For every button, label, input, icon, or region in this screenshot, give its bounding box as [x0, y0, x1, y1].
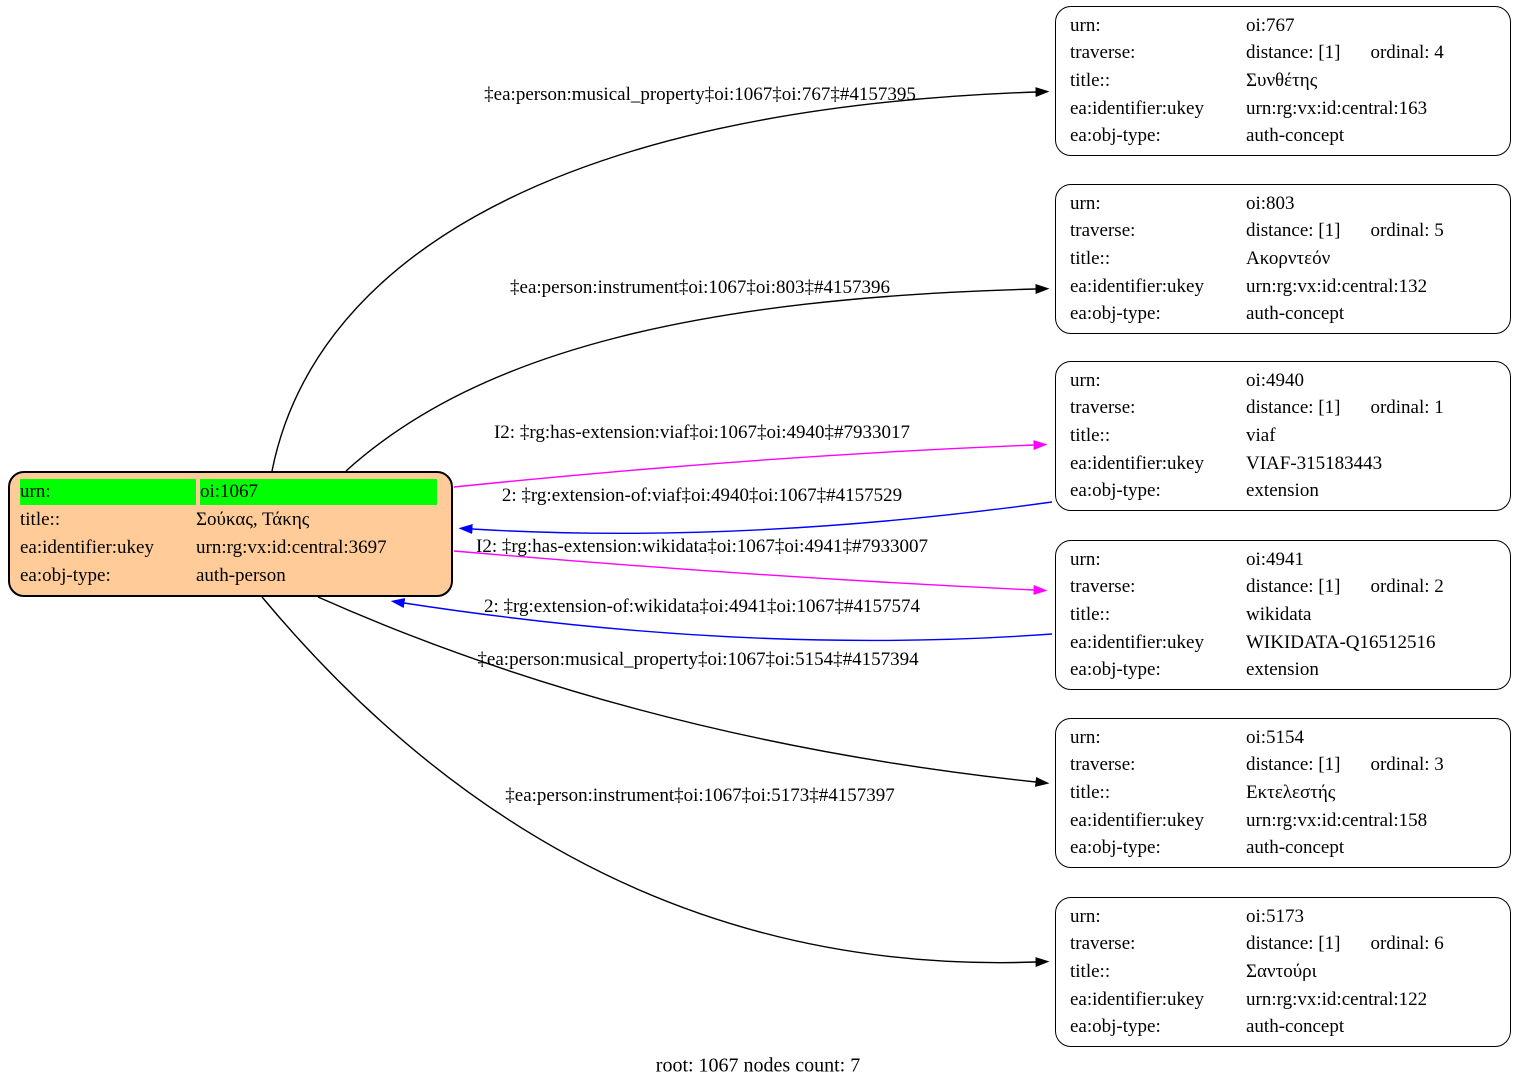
- edge-label-instrument-803: ‡ea:person:instrument‡oi:1067‡oi:803‡#4157396: [510, 277, 890, 298]
- field-value-title: Σαντούρι: [1246, 961, 1317, 982]
- field-key-ukey: ea:identifier:ukey: [1070, 452, 1204, 474]
- field-value-ordinal: ordinal: 5: [1370, 220, 1444, 242]
- field-value-title: wikidata: [1246, 604, 1312, 625]
- field-value-ukey: urn:rg:vx:id:central:158: [1246, 809, 1428, 831]
- node-oi-767[interactable]: [1055, 6, 1511, 156]
- node-oi-803[interactable]: [1055, 184, 1511, 334]
- node-row-urn: [1070, 190, 1496, 218]
- node-row-urn: [1070, 367, 1496, 395]
- node-row-ukey: [1070, 450, 1496, 478]
- field-value-distance: distance: [1]: [1246, 220, 1341, 242]
- node-row-objtype: [1070, 834, 1496, 862]
- field-value-urn: oi:767: [1246, 14, 1295, 36]
- field-value-title: Ακορντεόν: [1246, 248, 1331, 269]
- field-key-urn: urn:: [1070, 14, 1101, 36]
- edge-label-has-extension-wikidata: I2: ‡rg:has-extension:wikidata‡oi:1067‡oi:4941‡#7933007: [476, 536, 928, 557]
- field-key-title: title::: [1070, 248, 1111, 269]
- field-value-urn: oi:4940: [1246, 369, 1305, 391]
- node-row-objtype: [1070, 300, 1496, 328]
- node-oi-5173[interactable]: [1055, 897, 1511, 1047]
- node-row-ukey: [1070, 629, 1496, 657]
- edge-musical-property-5154: [318, 597, 1036, 782]
- field-value-urn: oi:5173: [1246, 905, 1305, 927]
- field-key-urn: urn:: [1070, 369, 1101, 391]
- field-key-urn: urn:: [20, 479, 196, 505]
- node-row-traverse: [1070, 931, 1496, 959]
- node-row-ukey: [1070, 986, 1496, 1014]
- field-value-ordinal: ordinal: 2: [1370, 576, 1444, 598]
- node-row-objtype: [1070, 122, 1496, 150]
- edge-label-instrument-5173: ‡ea:person:instrument‡oi:1067‡oi:5173‡#4157397: [505, 785, 895, 806]
- field-key-urn: urn:: [1070, 726, 1101, 748]
- field-value-urn: oi:5154: [1246, 726, 1305, 748]
- node-row-urn: [1070, 724, 1496, 752]
- field-key-traverse: traverse:: [1070, 754, 1136, 776]
- node-oi-5154[interactable]: [1055, 718, 1511, 868]
- node-row-ukey: [1070, 807, 1496, 835]
- node-row-urn: [20, 478, 437, 506]
- field-value-ukey: urn:rg:vx:id:central:163: [1246, 97, 1428, 119]
- node-oi-4941[interactable]: [1055, 540, 1511, 690]
- field-key-traverse: traverse:: [1070, 397, 1136, 419]
- field-key-urn: urn:: [1070, 905, 1101, 927]
- field-value-objtype: extension: [1246, 659, 1319, 681]
- field-value-ukey: WIKIDATA-Q16512516: [1246, 631, 1436, 653]
- node-row-ukey: [20, 534, 437, 562]
- node-row-ukey: [1070, 95, 1496, 123]
- field-key-title: title::: [1070, 70, 1111, 91]
- field-value-distance: distance: [1]: [1246, 754, 1341, 776]
- field-key-urn: urn:: [1070, 192, 1101, 214]
- node-row-title: [1070, 245, 1496, 273]
- node-row-ukey: [1070, 273, 1496, 301]
- field-value-distance: distance: [1]: [1246, 397, 1341, 419]
- field-value-distance: distance: [1]: [1246, 933, 1341, 955]
- node-row-traverse: [1070, 395, 1496, 423]
- field-key-title: title::: [1070, 782, 1111, 803]
- field-key-ukey: ea:identifier:ukey: [1070, 97, 1204, 119]
- field-value-objtype: extension: [1246, 480, 1319, 502]
- field-value-ordinal: ordinal: 4: [1370, 42, 1444, 64]
- field-value-ordinal: ordinal: 3: [1370, 754, 1444, 776]
- field-key-objtype: ea:obj-type:: [1070, 837, 1161, 859]
- field-key-title: title::: [1070, 961, 1111, 982]
- field-value-objtype: auth-concept: [1246, 125, 1345, 147]
- node-row-urn: [1070, 903, 1496, 931]
- node-row-title: [1070, 601, 1496, 629]
- field-key-objtype: ea:obj-type:: [1070, 480, 1161, 502]
- node-row-urn: [1070, 546, 1496, 574]
- node-row-title: [1070, 67, 1496, 95]
- field-key-ukey: ea:identifier:ukey: [20, 537, 154, 558]
- field-value-ordinal: ordinal: 1: [1370, 397, 1444, 419]
- field-value-distance: distance: [1]: [1246, 42, 1341, 64]
- field-key-ukey: ea:identifier:ukey: [1070, 988, 1204, 1010]
- node-row-objtype: [1070, 477, 1496, 505]
- field-value-ukey: urn:rg:vx:id:central:132: [1246, 275, 1428, 297]
- field-key-traverse: traverse:: [1070, 42, 1136, 64]
- field-key-title: title::: [1070, 604, 1111, 625]
- node-row-objtype: [1070, 656, 1496, 684]
- field-value-urn: oi:4941: [1246, 548, 1305, 570]
- field-value-title: viaf: [1246, 425, 1276, 446]
- node-row-title: [20, 506, 437, 534]
- node-row-title: [1070, 422, 1496, 450]
- node-row-title: [1070, 958, 1496, 986]
- edge-has-extension-viaf: [454, 445, 1034, 487]
- node-row-objtype: [20, 562, 437, 590]
- field-value-title: Συνθέτης: [1246, 70, 1318, 91]
- node-row-traverse: [1070, 40, 1496, 68]
- field-value-title: Σούκας, Τάκης: [196, 509, 310, 530]
- node-row-urn: [1070, 12, 1496, 40]
- field-key-ukey: ea:identifier:ukey: [1070, 275, 1204, 297]
- node-row-traverse: [1070, 752, 1496, 780]
- edge-label-musical-property-767: ‡ea:person:musical_property‡oi:1067‡oi:767‡#4157395: [484, 84, 916, 105]
- field-value-ordinal: ordinal: 6: [1370, 933, 1444, 955]
- edge-label-extension-of-wikidata: 2: ‡rg:extension-of:wikidata‡oi:4941‡oi:1067‡#4157574: [483, 596, 921, 617]
- field-key-traverse: traverse:: [1070, 576, 1136, 598]
- field-key-objtype: ea:obj-type:: [1070, 1016, 1161, 1038]
- field-value-urn: oi:1067: [200, 479, 437, 505]
- field-key-title: title::: [1070, 425, 1111, 446]
- field-value-ukey: urn:rg:vx:id:central:3697: [196, 537, 387, 558]
- node-row-traverse: [1070, 218, 1496, 246]
- field-value-urn: oi:803: [1246, 192, 1295, 214]
- edge-label-musical-property-5154: ‡ea:person:musical_property‡oi:1067‡oi:5154‡#4157394: [477, 649, 919, 670]
- graph-root-label: root: 1067 nodes count: 7: [655, 1054, 861, 1077]
- field-key-traverse: traverse:: [1070, 220, 1136, 242]
- field-value-title: Εκτελεστής: [1246, 782, 1336, 803]
- field-value-ukey: VIAF-315183443: [1246, 452, 1383, 474]
- node-oi-4940[interactable]: [1055, 361, 1511, 511]
- edge-label-has-extension-viaf: I2: ‡rg:has-extension:viaf‡oi:1067‡oi:4940‡#7933017: [493, 422, 911, 443]
- field-key-objtype: ea:obj-type:: [1070, 659, 1161, 681]
- node-row-traverse: [1070, 574, 1496, 602]
- field-key-objtype: ea:obj-type:: [20, 565, 111, 586]
- field-key-traverse: traverse:: [1070, 933, 1136, 955]
- field-value-ukey: urn:rg:vx:id:central:122: [1246, 988, 1428, 1010]
- field-key-urn: urn:: [1070, 548, 1101, 570]
- node-row-objtype: [1070, 1013, 1496, 1041]
- field-value-objtype: auth-concept: [1246, 837, 1345, 859]
- field-key-ukey: ea:identifier:ukey: [1070, 809, 1204, 831]
- field-value-objtype: auth-person: [196, 565, 286, 586]
- field-key-objtype: ea:obj-type:: [1070, 303, 1161, 325]
- field-key-title: title::: [20, 509, 61, 530]
- edge-label-extension-of-viaf: 2: ‡rg:extension-of:viaf‡oi:4940‡oi:1067‡#4157529: [501, 485, 903, 506]
- node-oi-1067[interactable]: [8, 471, 453, 597]
- field-key-objtype: ea:obj-type:: [1070, 125, 1161, 147]
- node-row-title: [1070, 779, 1496, 807]
- field-key-ukey: ea:identifier:ukey: [1070, 631, 1204, 653]
- field-value-distance: distance: [1]: [1246, 576, 1341, 598]
- field-value-objtype: auth-concept: [1246, 303, 1345, 325]
- field-value-objtype: auth-concept: [1246, 1016, 1345, 1038]
